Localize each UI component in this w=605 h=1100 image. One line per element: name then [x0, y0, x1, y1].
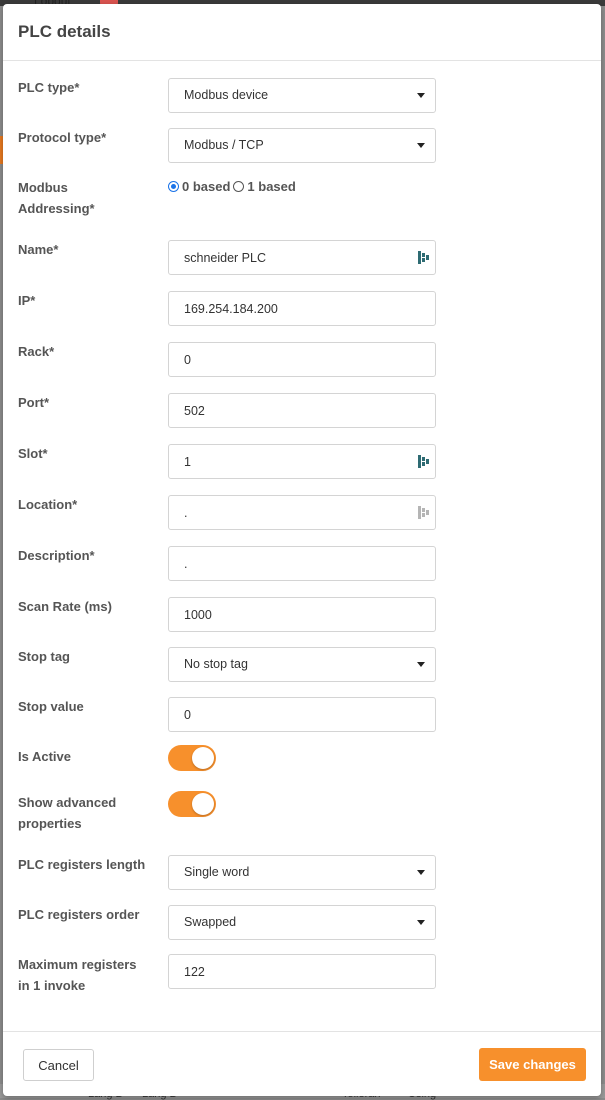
show-advanced-label-line2: properties [18, 816, 82, 831]
slot-field[interactable] [168, 444, 436, 479]
plc-details-modal [3, 4, 601, 1096]
protocol-type-label: Protocol type* [18, 130, 107, 145]
modal-header [3, 4, 601, 61]
caret-down-icon [417, 662, 425, 667]
caret-down-icon [417, 93, 425, 98]
registers-length-value: Single word [184, 865, 250, 879]
radio-0-based[interactable] [168, 181, 179, 192]
radio-1-based-label[interactable]: 1 based [247, 179, 296, 194]
is-active-toggle[interactable] [168, 745, 216, 771]
modal-footer [3, 1031, 601, 1096]
modbus-addressing-label-line2: Addressing* [18, 201, 95, 216]
location-field[interactable] [168, 495, 436, 530]
plc-type-value: Modbus device [184, 88, 269, 102]
radio-1-based[interactable] [233, 181, 244, 192]
location-input[interactable] [184, 496, 409, 529]
password-manager-icon[interactable] [417, 454, 431, 469]
rack-field[interactable] [168, 342, 436, 377]
protocol-type-value: Modbus / TCP [184, 138, 264, 152]
ip-field[interactable] [168, 291, 436, 326]
modbus-addressing-radio-group [168, 179, 299, 194]
max-registers-input[interactable] [184, 955, 409, 988]
port-field[interactable] [168, 393, 436, 428]
scan-rate-label: Scan Rate (ms) [18, 599, 112, 614]
stop-value-input[interactable] [184, 698, 409, 731]
max-registers-label-line1: Maximum registers [18, 957, 137, 972]
scan-rate-field[interactable] [168, 597, 436, 632]
port-input[interactable] [184, 394, 409, 427]
registers-order-select[interactable] [168, 905, 436, 940]
modal-title: PLC details [18, 22, 111, 41]
slot-label: Slot* [18, 446, 48, 461]
name-input[interactable] [184, 241, 409, 274]
max-registers-label [18, 954, 168, 996]
max-registers-field[interactable] [168, 954, 436, 989]
max-registers-label-line2: in 1 invoke [18, 978, 86, 993]
show-advanced-label [18, 792, 158, 834]
registers-length-label: PLC registers length [18, 857, 146, 872]
location-label: Location* [18, 497, 78, 512]
protocol-type-select[interactable] [168, 128, 436, 163]
rack-label: Rack* [18, 344, 55, 359]
caret-down-icon [417, 920, 425, 925]
stop-tag-value: No stop tag [184, 657, 248, 671]
stop-tag-select[interactable] [168, 647, 436, 682]
radio-0-based-label[interactable]: 0 based [182, 179, 231, 194]
slot-input[interactable] [184, 445, 409, 478]
save-changes-button[interactable]: Save changes [479, 1048, 586, 1081]
show-advanced-toggle[interactable] [168, 791, 216, 817]
modbus-addressing-label-line1: Modbus [18, 180, 68, 195]
show-advanced-label-line1: Show advanced [18, 795, 117, 810]
description-label: Description* [18, 548, 95, 563]
name-label: Name* [18, 242, 59, 257]
plc-type-label: PLC type* [18, 80, 80, 95]
modbus-addressing-label [18, 177, 158, 219]
name-field[interactable] [168, 240, 436, 275]
registers-order-label: PLC registers order [18, 907, 140, 922]
caret-down-icon [417, 143, 425, 148]
registers-order-value: Swapped [184, 915, 237, 929]
stop-tag-label: Stop tag [18, 649, 70, 664]
rack-input[interactable] [184, 343, 409, 376]
plc-type-select[interactable] [168, 78, 436, 113]
ip-input[interactable] [184, 292, 409, 325]
description-input[interactable] [184, 547, 409, 580]
port-label: Port* [18, 395, 50, 410]
description-field[interactable] [168, 546, 436, 581]
password-manager-icon[interactable] [417, 250, 431, 265]
stop-value-field[interactable] [168, 697, 436, 732]
password-manager-icon[interactable] [417, 505, 431, 520]
ip-label: IP* [18, 293, 36, 308]
cancel-button[interactable]: Cancel [23, 1049, 94, 1081]
is-active-label: Is Active [18, 749, 71, 764]
stop-value-label: Stop value [18, 699, 84, 714]
caret-down-icon [417, 870, 425, 875]
scan-rate-input[interactable] [184, 598, 409, 631]
registers-length-select[interactable] [168, 855, 436, 890]
